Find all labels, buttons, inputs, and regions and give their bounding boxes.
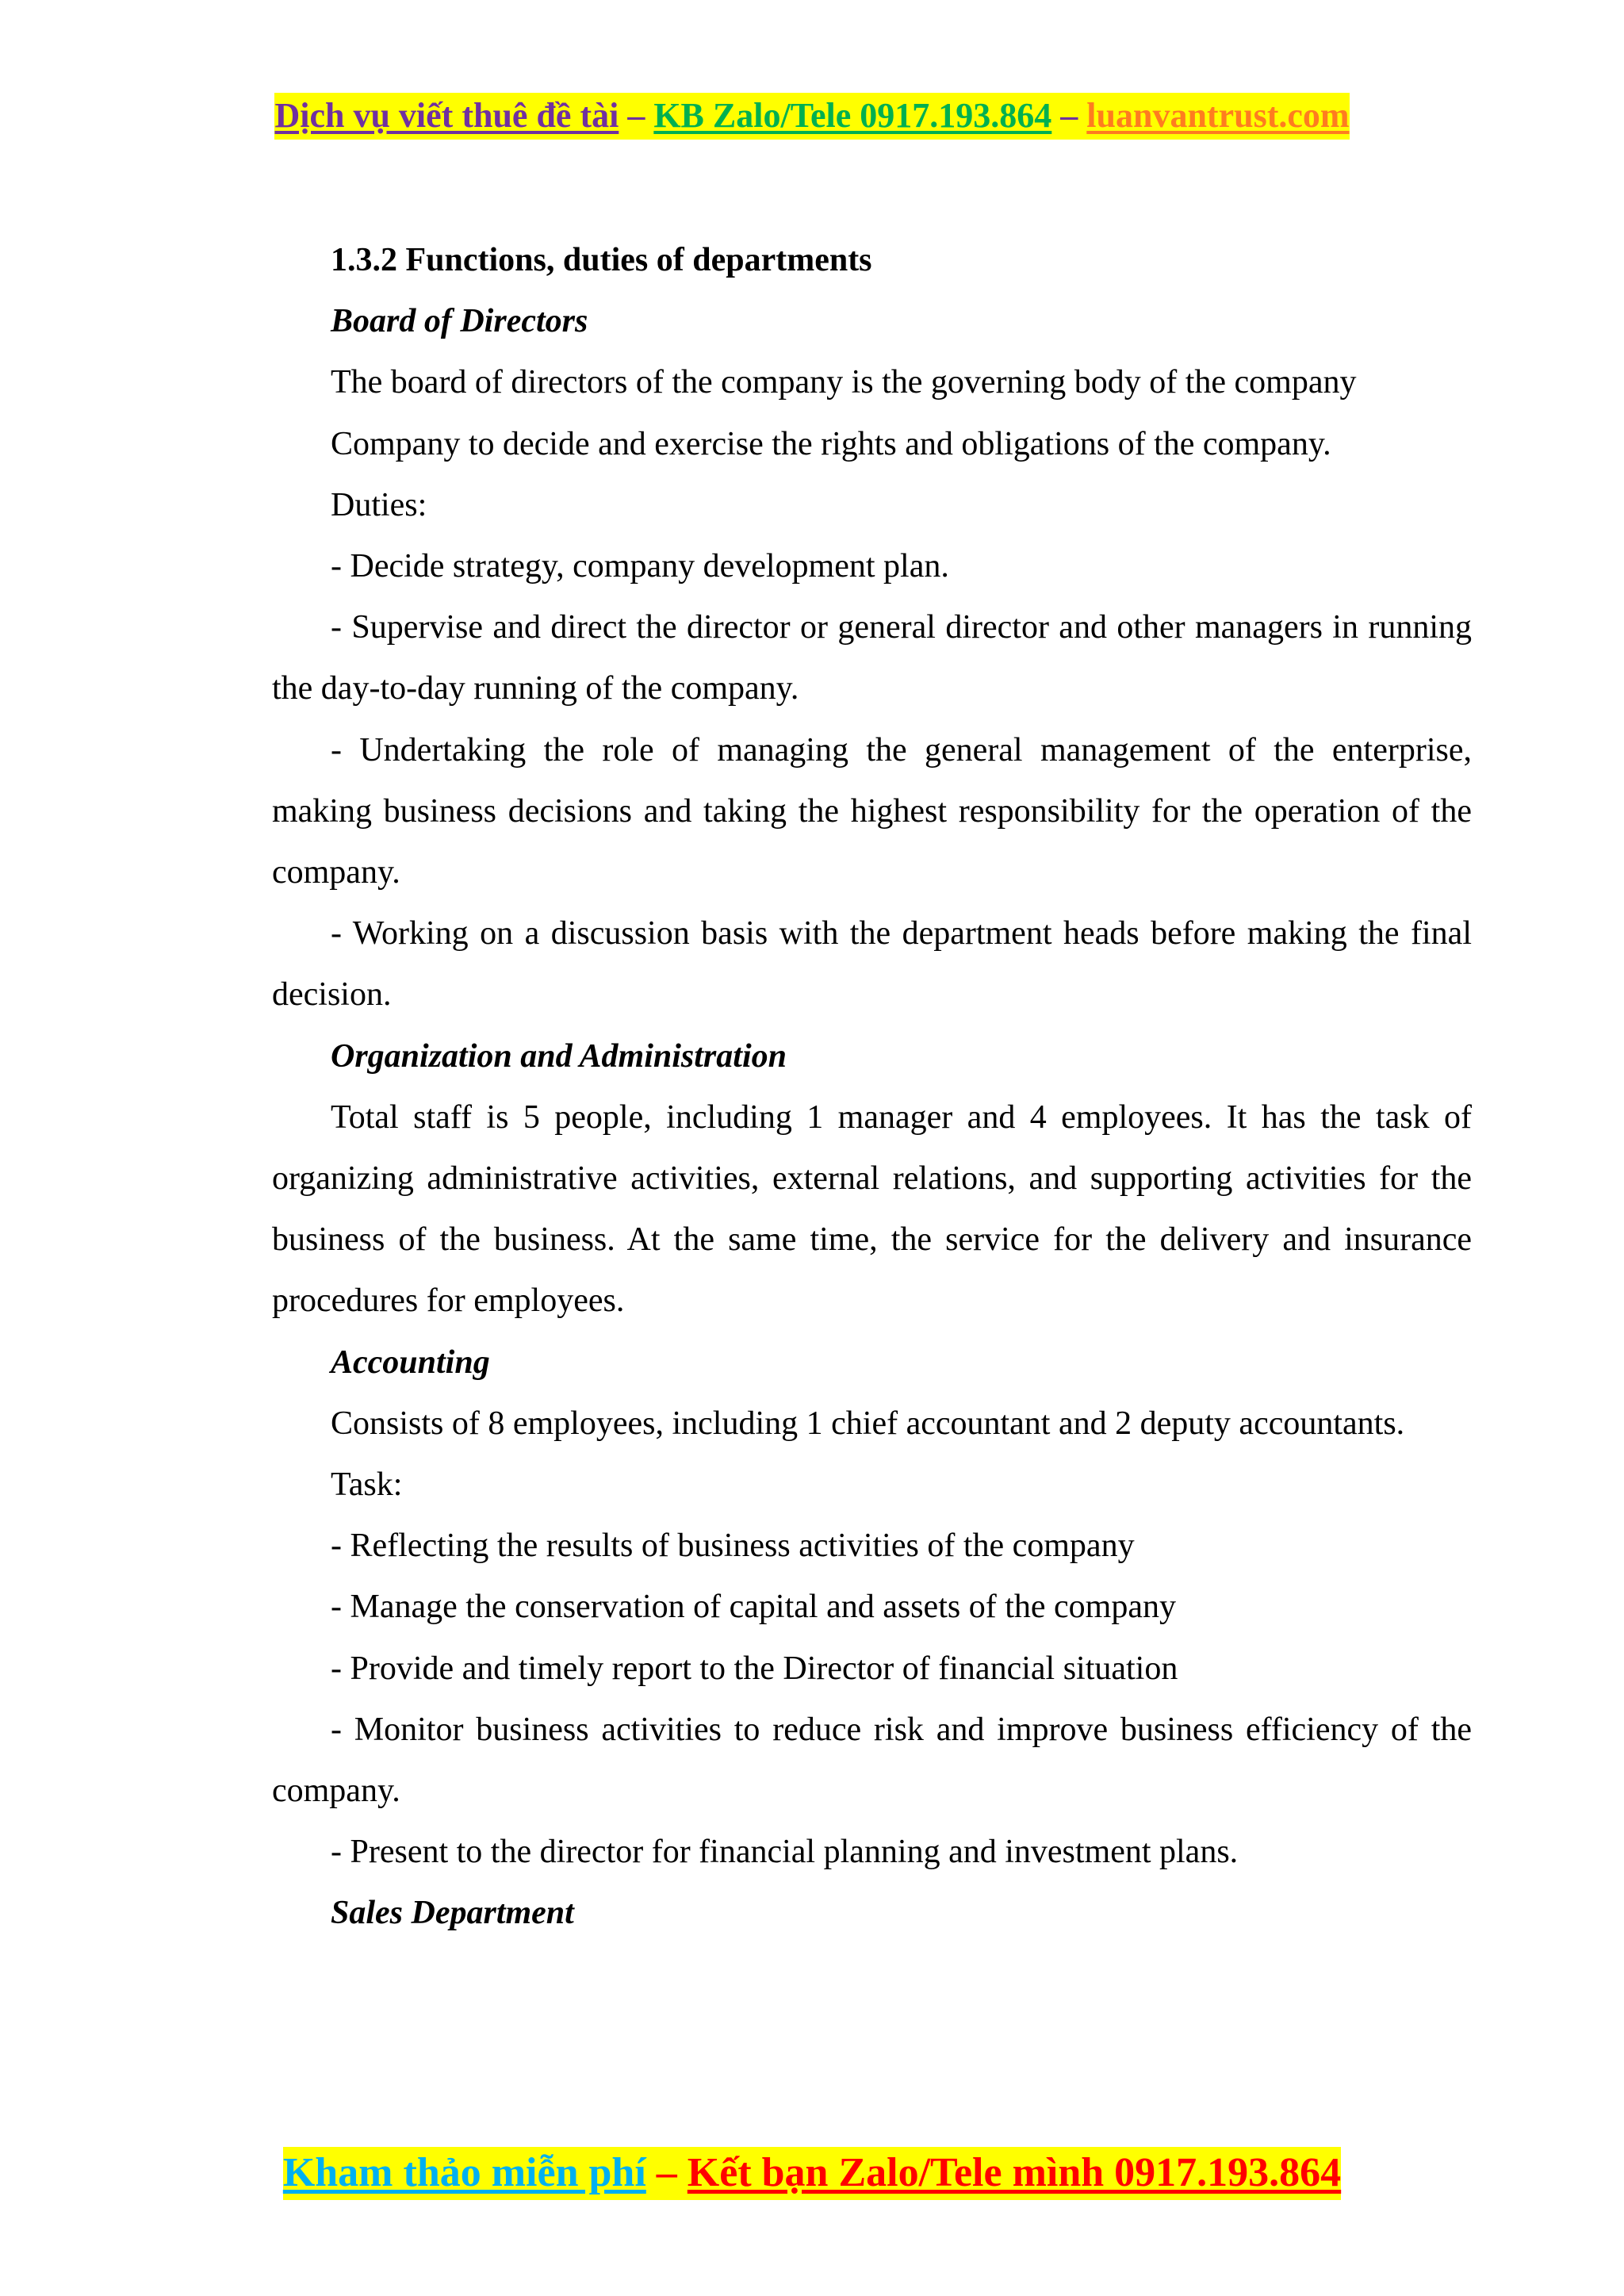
board-intro-line-2: Company to decide and exercise the rights and obligations of the company. <box>331 425 1331 462</box>
board-heading: Board of Directors <box>331 303 588 340</box>
sales-heading: Sales Department <box>331 1895 574 1932</box>
footer-separator: – <box>645 2150 688 2195</box>
header-banner <box>0 95 1624 136</box>
footer-contact-text: Kết bạn Zalo/Tele mình 0917.193.864 <box>687 2150 1342 2195</box>
header-separator: – <box>1051 96 1087 135</box>
document-body <box>272 230 1472 1945</box>
accounting-task-item: - Manage the conservation of capital and assets of the company <box>331 1589 1176 1626</box>
organization-heading: Organization and Administration <box>331 1037 787 1075</box>
accounting-task-label: Task: <box>331 1466 403 1504</box>
board-duty-item: - Undertaking the role of managing the general management of the enterprise, making business decisions and taking the highest responsibility for the operation of the company. <box>272 731 1472 891</box>
accounting-task-item: - Present to the director for financial planning and investment plans. <box>331 1834 1239 1871</box>
header-website-link[interactable]: luanvantrust.com <box>1086 96 1350 135</box>
accounting-task-item: - Reflecting the results of business activities of the company <box>331 1527 1135 1565</box>
board-intro-line-1: The board of directors of the company is the governing body of the company <box>331 364 1357 401</box>
footer-highlight <box>283 2147 1341 2200</box>
board-duty-item: - Working on a discussion basis with the department heads before making the final decision. <box>272 915 1472 1014</box>
footer-banner <box>0 2149 1624 2196</box>
board-duty-item: - Decide strategy, company development plan. <box>331 548 949 585</box>
header-contact-text: KB Zalo/Tele 0917.193.864 <box>653 96 1052 135</box>
header-separator: – <box>619 96 654 135</box>
organization-paragraph: Total staff is 5 people, including 1 manager and 4 employees. It has the task of organizing administrative activities, external relations, and supporting activities for the business of the business. At the same time, the service for the delivery and insurance procedures for employees. <box>272 1098 1472 1320</box>
header-highlight <box>274 93 1349 140</box>
board-duty-item: - Supervise and direct the director or general director and other managers in running the day-to-day running of the company. <box>272 609 1472 707</box>
accounting-task-item: - Provide and timely report to the Director of financial situation <box>331 1650 1178 1687</box>
accounting-heading: Accounting <box>331 1343 490 1381</box>
accounting-paragraph: Consists of 8 employees, including 1 chief accountant and 2 deputy accountants. <box>331 1405 1405 1442</box>
footer-free-reference-text: Kham thảo miễn phí <box>282 2150 646 2195</box>
board-duties-label: Duties: <box>331 486 427 523</box>
section-title: 1.3.2 Functions, duties of departments <box>331 242 872 278</box>
header-service-text: Dịch vụ viết thuê đề tài <box>274 96 619 135</box>
accounting-task-item: - Monitor business activities to reduce risk and improve business efficiency of the company. <box>272 1711 1472 1810</box>
